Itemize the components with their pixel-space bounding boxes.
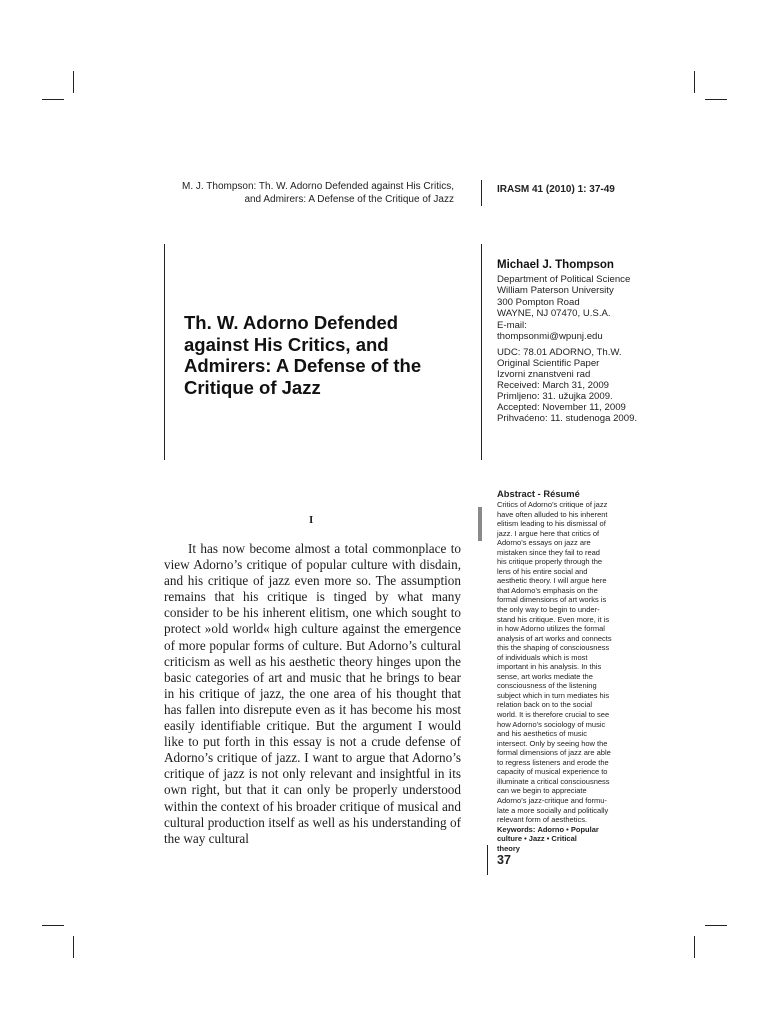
running-head <box>150 181 454 206</box>
keywords-label: Keywords: <box>497 824 536 834</box>
meta-line: Prihvaćeno: 11. studenoga 2009. <box>497 413 638 424</box>
affiliation-line: Department of Political Science <box>497 274 631 285</box>
abstract-heading: Abstract - Résumé <box>497 488 580 499</box>
abstract-line: important in his analysis. In this <box>497 662 602 672</box>
meta-line: Accepted: November 11, 2009 <box>497 402 626 413</box>
crop-mark <box>705 925 727 926</box>
column-divider <box>481 244 482 460</box>
abstract-line: elitism leading to his dismissal of <box>497 519 606 529</box>
meta-line: UDC: 78.01 ADORNO, Th.W. <box>497 347 622 358</box>
meta-line: Received: March 31, 2009 <box>497 380 609 391</box>
keywords-line2: culture • Jazz • Critical <box>497 834 577 844</box>
page-number: 37 <box>497 853 511 867</box>
crop-mark <box>42 925 64 926</box>
meta-line: Izvorni znanstveni rad <box>497 369 591 380</box>
abstract-line: formal dimensions of art works is <box>497 595 607 605</box>
crop-mark <box>705 99 727 100</box>
header-divider <box>481 180 482 206</box>
running-head-line2: and Admirers: A Defense of the Critique of Jazz <box>244 193 454 205</box>
abstract-line: aesthetic theory. I will argue here <box>497 576 607 586</box>
abstract-line: formal dimensions of jazz are able <box>497 748 611 758</box>
abstract-line: that Adorno’s emphasis on the <box>497 585 598 595</box>
abstract-line: to regress listeners and erode the <box>497 757 609 767</box>
affiliation-line: 300 Pompton Road <box>497 296 580 308</box>
footer-divider <box>487 845 488 875</box>
abstract-line: mistaken since they fail to read <box>497 547 600 557</box>
body-paragraph: It has now become almost a total commonplace to view Adorno’s critique of popular culture with disdain, and his critique of jazz even more so. The assumption remains that his critique is tinged by what many consider to be his inherent elitism, one which sought to protect »old world« high culture against the emergence of more popular forms of culture. But Adorno’s cultural criticism as well as his aesthetic theory hinges upon the basic categories of art and music that he brings to bear in his critique of jazz, the one area of his thought that has fallen into disrepute even as it has become his most easily identifiable critique. But the argument I would like to put forth in this essay is not a crude defense of Adorno’s critique of jazz. I want to argue that Adorno’s critique of jazz is not only relevant and insightful in its own right, but that it can only be properly understood within the context of his broader critique of musical and cultural production itself as well as his understanding of the way cultural <box>164 541 461 846</box>
author-name: Michael J. Thompson <box>497 259 614 271</box>
abstract-line: Adorno’s jazz-critique and formu- <box>497 795 607 805</box>
affiliation-line: William Paterson University <box>497 285 614 297</box>
abstract-line: this the shaping of consciousness <box>497 643 610 653</box>
journal-reference: IRASM 41 (2010) 1: 37-49 <box>497 184 615 195</box>
title-rule <box>164 244 165 460</box>
affiliation-line: E-mail: <box>497 319 527 331</box>
abstract-line: his critique properly through the <box>497 557 603 567</box>
article-metadata <box>497 347 677 424</box>
body-text <box>164 541 461 847</box>
crop-mark <box>694 936 695 958</box>
abstract-line: Critics of Adorno’s critique of jazz <box>497 500 608 509</box>
keywords-line3: theory <box>497 843 520 853</box>
author-email[interactable]: thompsonmi@wpunj.edu <box>497 331 603 343</box>
abstract-line: Adorno’s essays on jazz are <box>497 538 591 548</box>
author-affiliation <box>497 274 667 342</box>
meta-line: Original Scientific Paper <box>497 358 600 369</box>
abstract-line: in how Adorno utilizes the formal <box>497 624 605 634</box>
crop-mark <box>73 71 74 93</box>
abstract-line: capacity of musical experience to <box>497 767 608 777</box>
crop-mark <box>73 936 74 958</box>
abstract-line: how Adorno’s sociology of music <box>497 719 606 729</box>
abstract-line: relation back on to the social <box>497 700 593 710</box>
abstract-line: and his aesthetics of music <box>497 729 588 739</box>
abstract-line: stand his critique. Even more, it is <box>497 614 610 624</box>
crop-mark <box>42 99 64 100</box>
abstract-line: subject which in turn mediates his <box>497 690 610 700</box>
abstract-line: sense, art works mediate the <box>497 671 593 681</box>
abstract-line: consciousness of the listening <box>497 681 597 691</box>
abstract-line: can we begin to appreciate <box>497 786 587 796</box>
keywords-line1: Adorno • Popular <box>537 824 599 834</box>
abstract-line: analysis of art works and connects <box>497 633 612 643</box>
article-title: Th. W. Adorno Defended against His Critics, and Admirers: A Defense of the Critique of Jazz <box>184 312 422 398</box>
abstract-line: world. It is therefore crucial to see <box>497 710 610 720</box>
abstract-line: relevant form of aesthetics. <box>497 815 588 825</box>
affiliation-line: WAYNE, NJ 07470, U.S.A. <box>497 308 611 320</box>
abstract-line: intersect. Only by seeing how the <box>497 738 608 748</box>
meta-line: Primljeno: 31. užujka 2009. <box>497 391 613 402</box>
abstract-line: illuminate a critical consciousness <box>497 776 610 786</box>
abstract-line: jazz. I argue here that critics of <box>497 528 600 538</box>
abstract-text <box>497 500 627 853</box>
abstract-line: of individuals which is most <box>497 652 588 662</box>
abstract-line: have often alluded to his inherent <box>497 509 608 519</box>
abstract-line: late a more socially and politically <box>497 805 609 815</box>
keywords <box>497 825 627 835</box>
crop-mark <box>694 71 695 93</box>
margin-marker <box>478 507 482 541</box>
running-head-line1: M. J. Thompson: Th. W. Adorno Defended against His Critics, <box>182 181 454 192</box>
section-number: I <box>309 514 314 526</box>
abstract-line: lens of his entire social and <box>497 566 588 576</box>
abstract-line: the only way to begin to under- <box>497 605 600 615</box>
